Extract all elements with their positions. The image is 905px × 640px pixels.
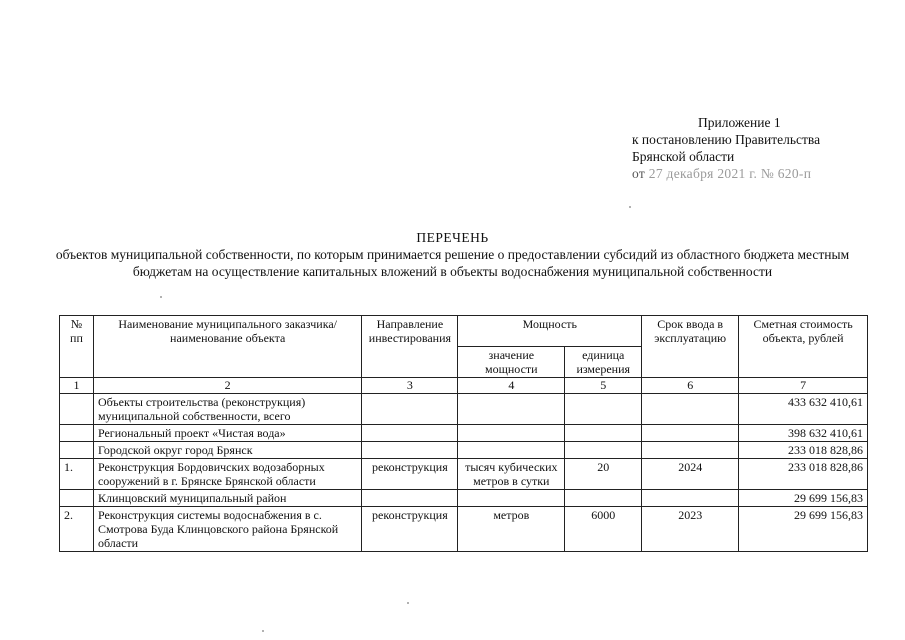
- cell-num: [60, 490, 94, 507]
- document-title: ПЕРЕЧЕНЬ: [416, 230, 489, 245]
- column-number: 1: [60, 378, 94, 394]
- scan-speck: [160, 296, 162, 298]
- appendix-date-line: [632, 165, 820, 182]
- cell-name: Объекты строительства (реконструкция) муниципальной собственности, всего: [93, 394, 361, 425]
- table-row: [60, 459, 868, 490]
- column-number: 6: [642, 378, 739, 394]
- cell-capacity-value: [458, 394, 565, 425]
- cell-capacity-unit: [565, 394, 642, 425]
- cell-num: [60, 425, 94, 442]
- date-prefix: от: [632, 166, 646, 181]
- cell-deadline: 2023: [642, 507, 739, 552]
- header-capacity: Мощность: [458, 316, 642, 347]
- cell-name: Клинцовский муниципальный район: [93, 490, 361, 507]
- cell-num: 2.: [60, 507, 94, 552]
- cell-cost: 233 018 828,86: [739, 442, 868, 459]
- column-number-row: [60, 378, 868, 394]
- cell-cost: 29 699 156,83: [739, 507, 868, 552]
- table-row: [60, 442, 868, 459]
- cell-name: Реконструкция системы водоснабжения в с. Смотрова Буда Клинцовского района Брянской области: [93, 507, 361, 552]
- scan-speck: [629, 206, 631, 208]
- date-value: 27 декабря 2021 г. № 620-п: [648, 166, 812, 181]
- header-num: № пп: [60, 316, 94, 378]
- cell-cost: 398 632 410,61: [739, 425, 868, 442]
- cell-deadline: 2024: [642, 459, 739, 490]
- cell-capacity-value: [458, 442, 565, 459]
- column-number: 3: [362, 378, 458, 394]
- header-name: Наименование муниципального заказчика/наименование объекта: [93, 316, 361, 378]
- scan-speck: [262, 630, 264, 632]
- cell-direction: реконструкция: [362, 459, 458, 490]
- cell-direction: [362, 490, 458, 507]
- cell-capacity-unit: [565, 490, 642, 507]
- cell-direction: [362, 394, 458, 425]
- document-heading: [40, 229, 865, 280]
- cell-direction: [362, 425, 458, 442]
- column-number: 4: [458, 378, 565, 394]
- cell-num: [60, 442, 94, 459]
- cell-capacity-unit: 20: [565, 459, 642, 490]
- cell-num: [60, 394, 94, 425]
- cell-cost: 233 018 828,86: [739, 459, 868, 490]
- header-capacity-unit: единица измерения: [565, 347, 642, 378]
- cell-direction: реконструкция: [362, 507, 458, 552]
- header-row: [60, 316, 868, 347]
- objects-table: [59, 315, 868, 552]
- cell-capacity-value: [458, 425, 565, 442]
- table-row: [60, 425, 868, 442]
- cell-name: Реконструкция Бордовичских водозаборных сооружений в г. Брянске Брянской области: [93, 459, 361, 490]
- cell-deadline: [642, 394, 739, 425]
- cell-capacity-unit: [565, 425, 642, 442]
- cell-cost: 29 699 156,83: [739, 490, 868, 507]
- appendix-block: [632, 114, 820, 182]
- cell-deadline: [642, 490, 739, 507]
- document-subtitle: объектов муниципальной собственности, по которым принимается решение о предоставлении субсидий из областного бюджета местным бюджетам на осуществление капитальных вложений в объекты водоснабжения муниципальной собственности: [55, 247, 850, 279]
- cell-capacity-value: тысяч кубических метров в сутки: [458, 459, 565, 490]
- column-number: 7: [739, 378, 868, 394]
- header-cost: Сметная стоимость объекта, рублей: [739, 316, 868, 378]
- cell-capacity-unit: [565, 442, 642, 459]
- cell-deadline: [642, 425, 739, 442]
- cell-direction: [362, 442, 458, 459]
- cell-capacity-unit: 6000: [565, 507, 642, 552]
- table-row: [60, 394, 868, 425]
- table-row: [60, 490, 868, 507]
- header-capacity-value: значение мощности: [458, 347, 565, 378]
- scan-speck: [407, 602, 409, 604]
- table-row: [60, 507, 868, 552]
- column-number: 2: [93, 378, 361, 394]
- header-deadline: Срок ввода в эксплуатацию: [642, 316, 739, 378]
- cell-capacity-value: [458, 490, 565, 507]
- cell-cost: 433 632 410,61: [739, 394, 868, 425]
- cell-num: 1.: [60, 459, 94, 490]
- appendix-title: Приложение 1: [698, 115, 781, 130]
- cell-deadline: [642, 442, 739, 459]
- cell-capacity-value: метров: [458, 507, 565, 552]
- cell-name: Региональный проект «Чистая вода»: [93, 425, 361, 442]
- header-direction: Направление инвестирования: [362, 316, 458, 378]
- cell-name: Городской округ город Брянск: [93, 442, 361, 459]
- appendix-line-1: к постановлению Правительства: [632, 132, 821, 147]
- column-number: 5: [565, 378, 642, 394]
- appendix-line-2: Брянской области: [632, 149, 735, 164]
